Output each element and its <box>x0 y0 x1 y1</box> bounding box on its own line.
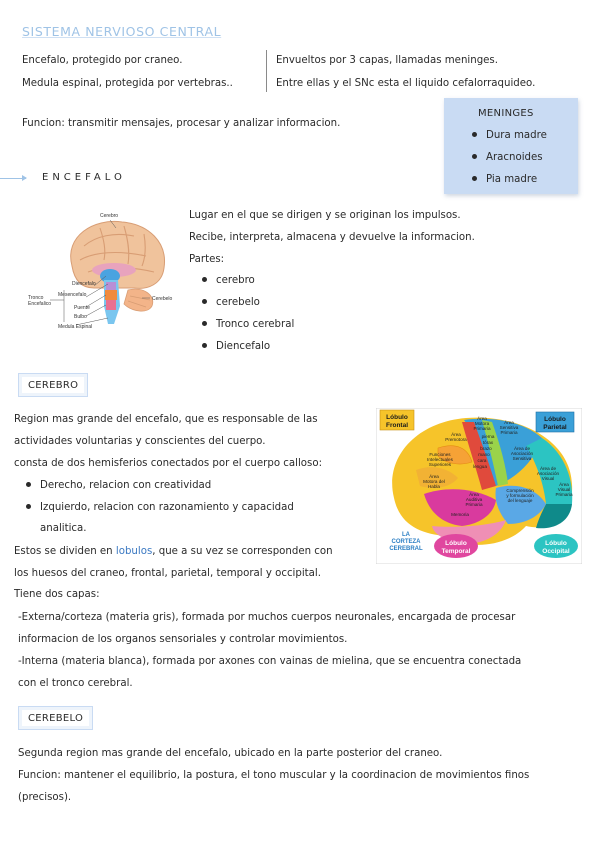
intro-left-line-1: Encefalo, protegido por craneo. <box>22 55 183 66</box>
cerebral-cortex-diagram <box>376 408 582 564</box>
svg-text:Área de: Área de <box>513 446 531 451</box>
meninges-item: Dura madre <box>472 130 547 141</box>
svg-text:pierna: pierna <box>481 434 495 439</box>
bullet-icon <box>26 504 31 509</box>
list-item: Derecho, relacion con creatividad <box>26 480 211 491</box>
svg-text:Memoria: Memoria <box>451 512 469 517</box>
cerebelo-line-1: Segunda region mas grande del encefalo, ubicado en la parte posterior del craneo. <box>18 748 443 759</box>
page-title: SISTEMA NERVIOSO CENTRAL <box>22 24 222 39</box>
bullet-icon <box>472 176 477 181</box>
label-cerebro: Cerebro <box>100 213 119 219</box>
meninges-box <box>444 98 578 194</box>
label-corteza: CEREBRAL <box>389 546 423 552</box>
svg-text:Área: Área <box>451 432 461 437</box>
list-item: Tronco cerebral <box>202 319 294 330</box>
svg-text:Premotora: Premotora <box>445 437 467 442</box>
svg-text:Habla: Habla <box>427 484 441 489</box>
capas-label: Tiene dos capas: <box>14 589 100 600</box>
bullet-icon <box>202 299 207 304</box>
svg-text:lengua: lengua <box>473 464 487 469</box>
label-lobulo: Lóbulo <box>386 414 408 421</box>
svg-text:Área: Área <box>504 420 514 425</box>
svg-text:Auditiva: Auditiva <box>465 497 483 502</box>
cerebro-line-1: Region mas grande del encefalo, que es responsable de las <box>14 414 318 425</box>
cerebro-line-3: consta de dos hemisferios conectados por el cuerpo calloso: <box>14 458 322 469</box>
capas-line-1: -Externa/corteza (materia gris), formada por muchos cuerpos neuronales, encargada de procesar <box>18 612 516 623</box>
svg-text:y formulación: y formulación <box>506 493 534 498</box>
list-item: cerebelo <box>202 297 260 308</box>
svg-text:Área: Área <box>477 416 487 421</box>
lobulos-link[interactable]: lobulos <box>115 546 153 557</box>
encefalo-heading: ENCEFALO <box>42 172 126 183</box>
label-encefalico: Encefalico <box>28 301 52 307</box>
capas-line-3: -Interna (materia blanca), formada por axones con vainas de mielina, que se encuentra conectada <box>18 656 522 667</box>
svg-text:Área: Área <box>429 474 439 479</box>
capas-line-4: con el tronco cerebral. <box>18 678 133 689</box>
list-item-continuation: analitica. <box>40 523 87 534</box>
meninges-item: Aracnoides <box>472 152 543 163</box>
svg-text:Intelectuales: Intelectuales <box>427 457 453 462</box>
label-temporal: Temporal <box>441 548 471 555</box>
svg-text:tórax: tórax <box>482 440 494 445</box>
label-puente: Puente <box>74 305 90 311</box>
svg-text:del lenguaje: del lenguaje <box>507 498 533 503</box>
label-corteza: CORTEZA <box>391 539 421 545</box>
bullet-icon <box>202 343 207 348</box>
label-cerebelo: Cerebelo <box>152 296 173 302</box>
svg-text:Sensitiva: Sensitiva <box>512 456 532 461</box>
bullet-icon <box>26 482 31 487</box>
svg-text:Funciones: Funciones <box>429 452 451 457</box>
svg-text:Primaria: Primaria <box>465 502 483 507</box>
svg-text:Motora: Motora <box>474 421 490 426</box>
intro-right-line-1: Envueltos por 3 capas, llamadas meninges. <box>276 55 498 66</box>
label-lobulo: Lóbulo <box>544 416 566 423</box>
bullet-icon <box>472 132 477 137</box>
cerebelo-line-3: (precisos). <box>18 792 72 803</box>
svg-text:Asociación: Asociación <box>536 471 560 476</box>
svg-text:Asociación: Asociación <box>510 451 534 456</box>
svg-text:Sensitiva: Sensitiva <box>499 425 519 430</box>
svg-text:mano: mano <box>478 452 490 457</box>
label-corteza: LA <box>402 532 410 538</box>
label-frontal: Frontal <box>385 422 409 429</box>
label-tronco: Tronco <box>28 295 44 301</box>
cerebro-line-2: actividades voluntarias y conscientes del cuerpo. <box>14 436 266 447</box>
list-item: cerebro <box>202 275 255 286</box>
lobulos-line: Estos se dividen en lobulos, que a su vez se corresponden con <box>14 546 333 557</box>
encefalo-line-1: Lugar en el que se dirigen y se originan los impulsos. <box>189 210 461 221</box>
svg-text:Motora del: Motora del <box>423 479 445 484</box>
svg-text:Comprensión: Comprensión <box>506 488 534 493</box>
function-line: Funcion: transmitir mensajes, procesar y analizar informacion. <box>22 118 341 129</box>
cerebro-tag: CEREBRO <box>18 373 88 397</box>
label-diencefalo: Diencefalo <box>72 281 96 287</box>
column-divider <box>266 50 267 92</box>
label-medula: Medula Espinal <box>58 324 93 330</box>
label-bulbo: Bulbo <box>74 314 87 320</box>
label-occipital: Occipital <box>542 548 570 555</box>
svg-text:cara: cara <box>477 458 487 463</box>
label-lobulo: Lóbulo <box>545 540 567 547</box>
bullet-icon <box>202 277 207 282</box>
lobulos-line-2: los huesos del craneo, frontal, parietal, temporal y occipital. <box>14 568 321 579</box>
svg-text:Visual: Visual <box>541 476 555 481</box>
label-lobulo: Lóbulo <box>445 540 467 547</box>
brain-sagittal-diagram <box>24 206 184 332</box>
svg-text:Área: Área <box>469 492 479 497</box>
cerebelo-tag: CEREBELO <box>18 706 93 730</box>
meninges-title: MENINGES <box>478 108 534 119</box>
arrow-icon <box>0 178 26 179</box>
bullet-icon <box>202 321 207 326</box>
svg-text:Superiores: Superiores <box>428 462 452 467</box>
svg-text:Primaria: Primaria <box>555 492 573 497</box>
meninges-item: Pia madre <box>472 174 537 185</box>
svg-text:Visual: Visual <box>557 487 571 492</box>
bullet-icon <box>472 154 477 159</box>
intro-left-line-2: Medula espinal, protegida por vertebras.. <box>22 78 233 89</box>
capas-line-2: informacion de los organos sensoriales y controlar movimientos. <box>18 634 348 645</box>
svg-text:Primaria: Primaria <box>500 430 518 435</box>
cerebelo-line-2: Funcion: mantener el equilibrio, la postura, el tono muscular y la coordinacion de movimientos finos <box>18 770 530 781</box>
svg-text:Primaria: Primaria <box>473 426 491 431</box>
encefalo-line-2: Recibe, interpreta, almacena y devuelve la informacion. <box>189 232 475 243</box>
list-item: Izquierdo, relacion con razonamiento y capacidad <box>26 502 294 513</box>
svg-text:brazo: brazo <box>480 446 492 451</box>
partes-label: Partes: <box>189 254 225 265</box>
svg-text:Área: Área <box>559 482 569 487</box>
label-parietal: Parietal <box>543 424 567 431</box>
intro-right-line-2: Entre ellas y el SNc esta el liquido cefalorraquideo. <box>276 78 536 89</box>
label-mesencefalo: Mesencefalo <box>58 292 87 298</box>
svg-text:Área de: Área de <box>539 466 557 471</box>
list-item: Diencefalo <box>202 341 270 352</box>
